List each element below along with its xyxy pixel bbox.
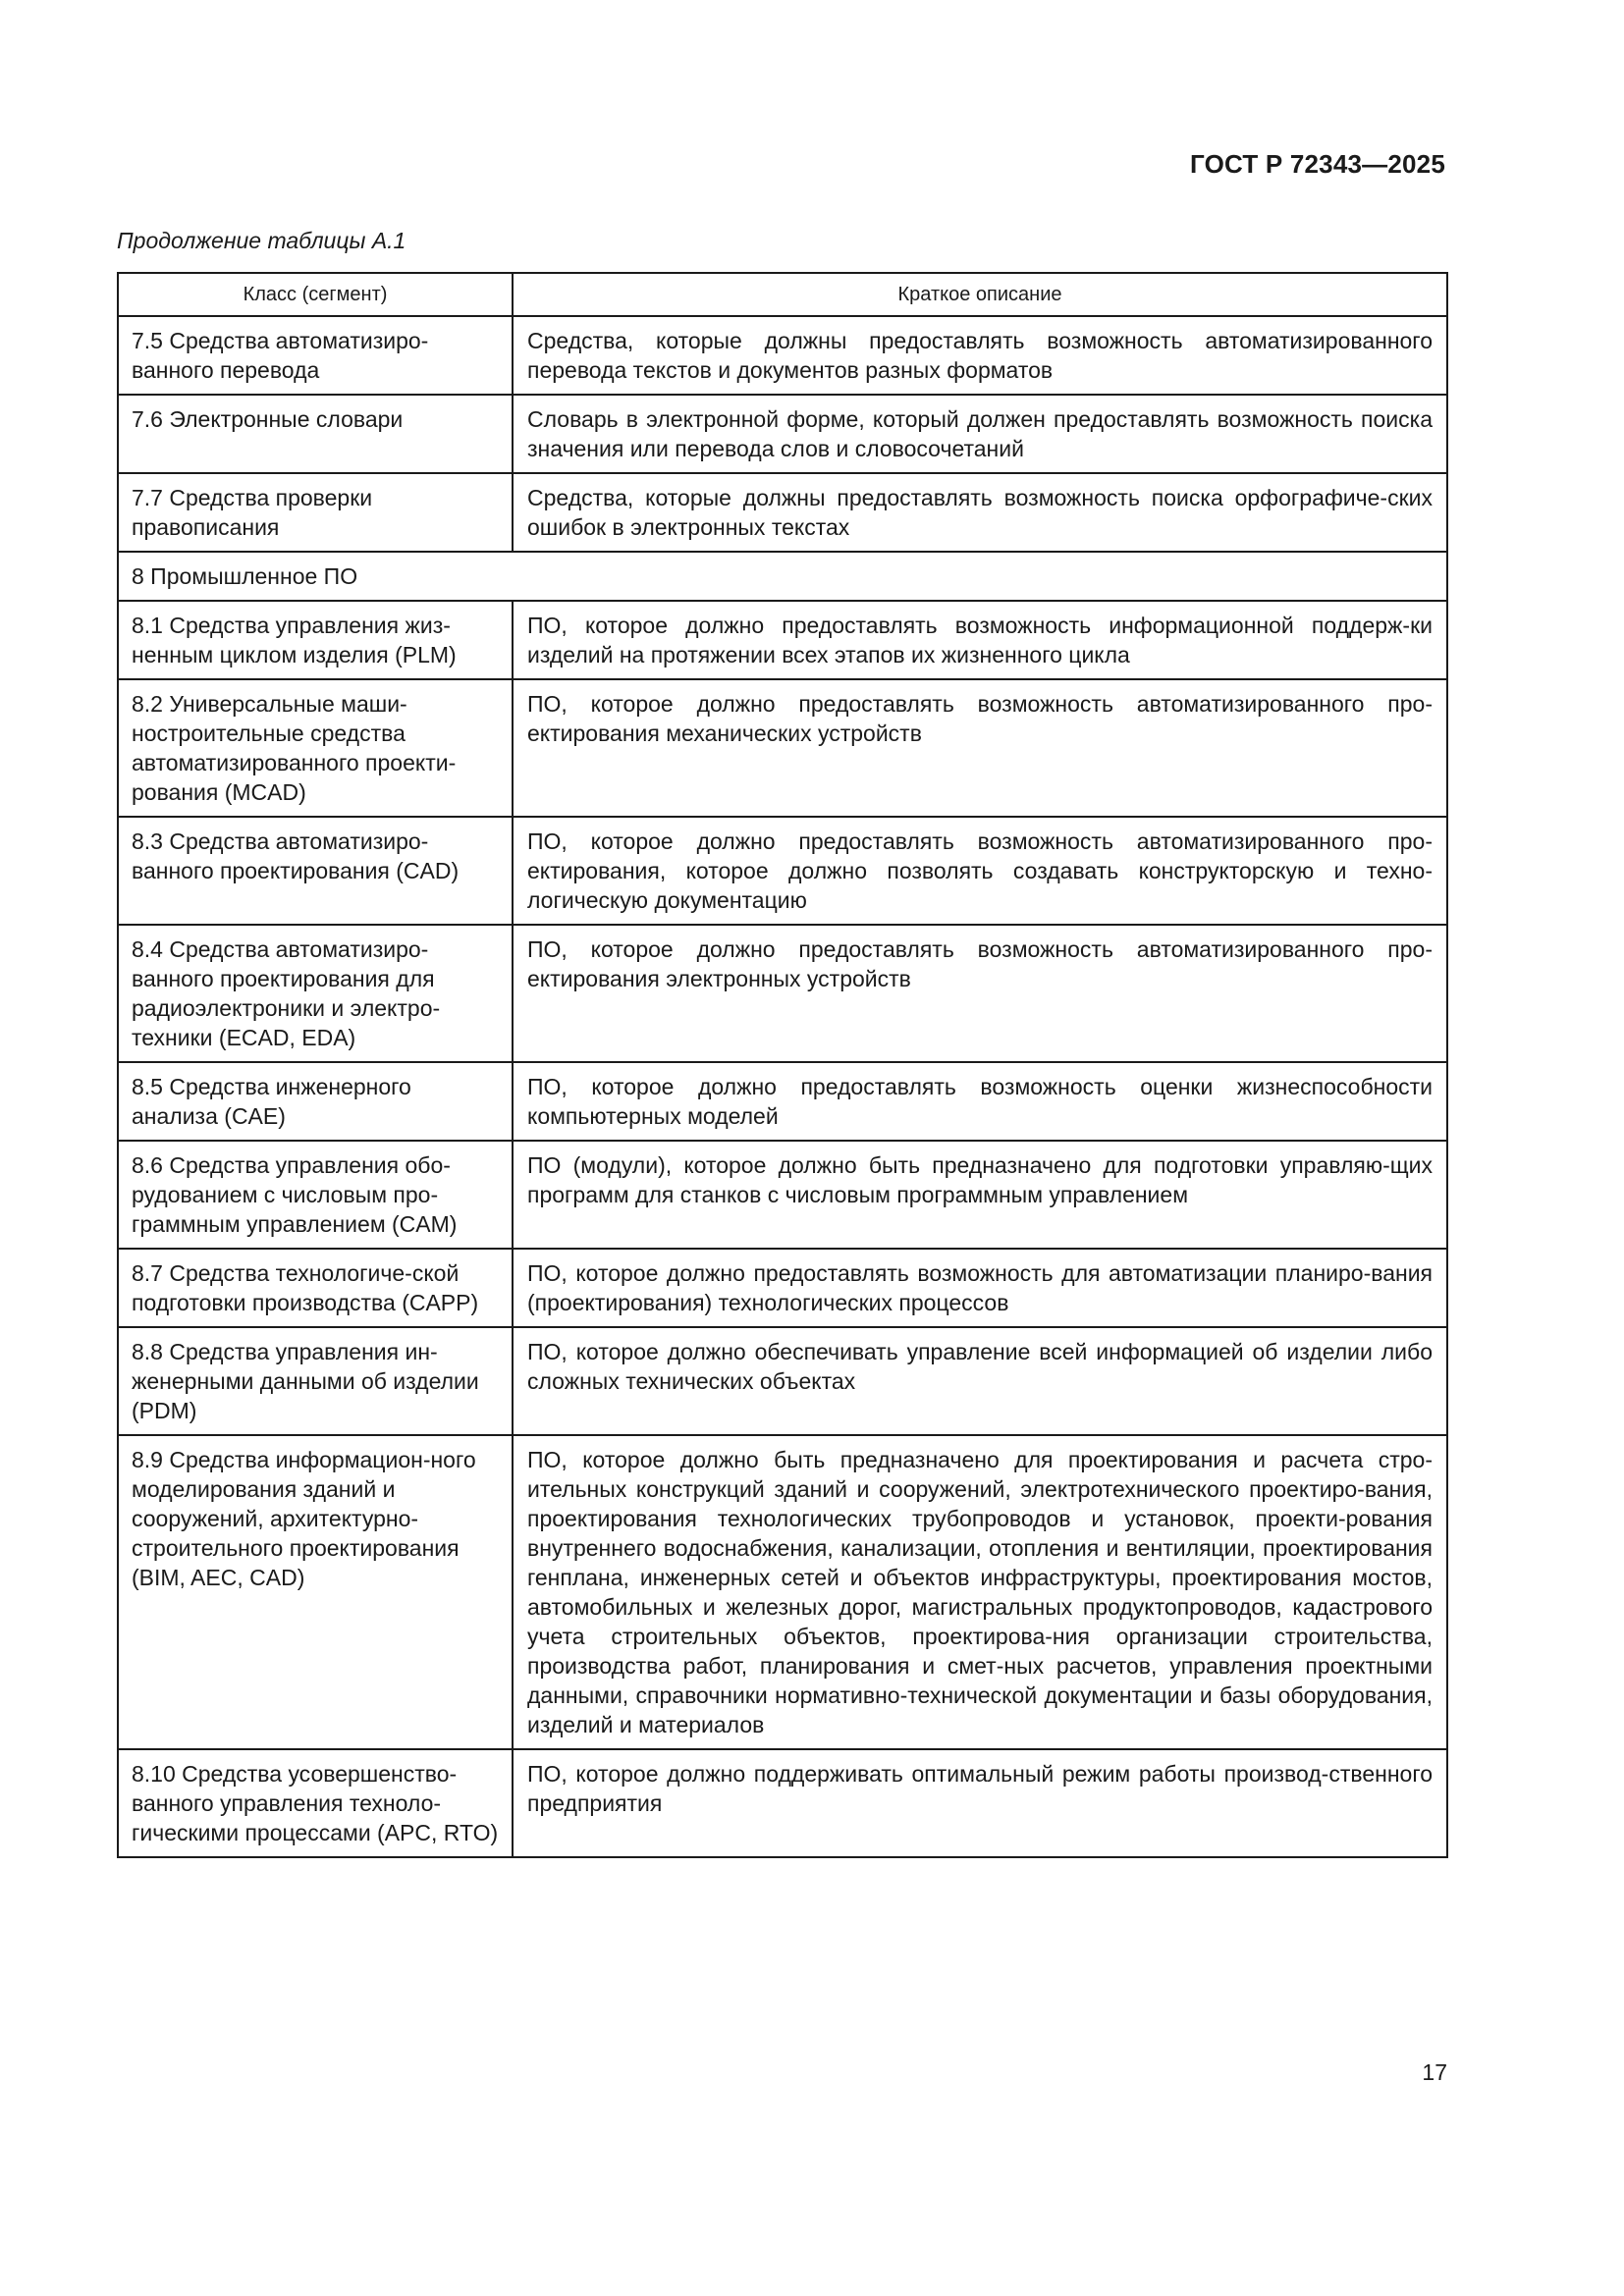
table-caption: Продолжение таблицы А.1: [117, 228, 406, 253]
description-cell: ПО, которое должно предоставлять возможность автоматизированного про-ектирования механических устройств: [513, 679, 1447, 817]
table-row: [118, 679, 1447, 817]
class-cell: 8.7 Средства технологиче-ской подготовки производства (CAPP): [118, 1249, 513, 1327]
class-cell: 8.6 Средства управления обо-рудованием с числовым про-граммным управлением (CAM): [118, 1141, 513, 1249]
class-cell: 8.5 Средства инженерного анализа (CAE): [118, 1062, 513, 1141]
table-row: [118, 1327, 1447, 1435]
table-row: [118, 1435, 1447, 1749]
description-cell: ПО, которое должно предоставлять возможность информационной поддерж-ки изделий на протяжении всех этапов их жизненного цикла: [513, 601, 1447, 679]
class-cell: 8.1 Средства управления жиз-ненным циклом изделия (PLM): [118, 601, 513, 679]
class-cell: 8.8 Средства управления ин-женерными данными об изделии (PDM): [118, 1327, 513, 1435]
page-number: 17: [1422, 2059, 1447, 2085]
table-row: [118, 473, 1447, 552]
class-cell: 8.9 Средства информацион-ного моделирования зданий и сооружений, архитектурно-строительного проектирования (BIM, AEC, CAD): [118, 1435, 513, 1749]
table-section-row: [118, 552, 1447, 601]
description-cell: ПО, которое должно предоставлять возможность автоматизированного про-ектирования, которое должно позволять создавать конструкторскую и техно-логическую документацию: [513, 817, 1447, 925]
table-row: [118, 925, 1447, 1062]
table-header-row: [118, 273, 1447, 316]
table-row: [118, 395, 1447, 473]
class-cell: 8.4 Средства автоматизиро-ванного проектирования для радиоэлектроники и электро-техники (ECAD, EDA): [118, 925, 513, 1062]
description-cell: ПО, которое должно быть предназначено для проектирования и расчета стро-ительных конструкций зданий и сооружений, электротехнического проектиро-вания, проектирования технологических трубопроводов и установок, проекти-рования внутреннего водоснабжения, канализации, отопления и вентиляции, проектирования генплана, инженерных сетей и объектов инфраструктуры, проектирования мостов, автомобильных и железных дорог, магистральных продуктопроводов, кадастрового учета строительных объектов, проектирова-ния организации строительства, производства работ, планирования и смет-ных расчетов, управления проектными данными, справочники нормативно-технической документации и базы оборудования, изделий и материалов: [513, 1435, 1447, 1749]
table-body: [118, 316, 1447, 1857]
description-cell: ПО, которое должно обеспечивать управление всей информацией об изделии либо сложных технических объектах: [513, 1327, 1447, 1435]
table-row: [118, 817, 1447, 925]
table-row: [118, 1062, 1447, 1141]
section-heading: 8 Промышленное ПО: [118, 552, 1447, 601]
description-cell: ПО, которое должно предоставлять возможность для автоматизации планиро-вания (проектирования) технологических процессов: [513, 1249, 1447, 1327]
description-cell: Средства, которые должны предоставлять возможность поиска орфографиче-ских ошибок в электронных текстах: [513, 473, 1447, 552]
description-cell: ПО, которое должно поддерживать оптимальный режим работы производ-ственного предприятия: [513, 1749, 1447, 1857]
description-cell: Средства, которые должны предоставлять возможность автоматизированного перевода текстов и документов разных форматов: [513, 316, 1447, 395]
class-cell: 7.7 Средства проверки правописания: [118, 473, 513, 552]
description-cell: Словарь в электронной форме, который должен предоставлять возможность поиска значения или перевода слов и словосочетаний: [513, 395, 1447, 473]
table-row: [118, 601, 1447, 679]
table-row: [118, 316, 1447, 395]
table-row: [118, 1141, 1447, 1249]
table-row: [118, 1749, 1447, 1857]
class-cell: 8.2 Универсальные маши-ностроительные средства автоматизированного проекти-рования (MCAD): [118, 679, 513, 817]
class-cell: 8.10 Средства усовершенство-ванного управления техноло-гическими процессами (APC, RTO): [118, 1749, 513, 1857]
document-code: ГОСТ Р 72343—2025: [1190, 149, 1445, 179]
table-row: [118, 1249, 1447, 1327]
classification-table: [117, 272, 1448, 1858]
description-cell: ПО, которое должно предоставлять возможность оценки жизнеспособности компьютерных моделей: [513, 1062, 1447, 1141]
class-cell: 7.6 Электронные словари: [118, 395, 513, 473]
description-cell: ПО (модули), которое должно быть предназначено для подготовки управляю-щих программ для станков с числовым программным управлением: [513, 1141, 1447, 1249]
class-cell: 8.3 Средства автоматизиро-ванного проектирования (CAD): [118, 817, 513, 925]
class-cell: 7.5 Средства автоматизиро-ванного перевода: [118, 316, 513, 395]
column-header-description: Краткое описание: [513, 273, 1447, 316]
column-header-class: Класс (сегмент): [118, 273, 513, 316]
description-cell: ПО, которое должно предоставлять возможность автоматизированного про-ектирования электронных устройств: [513, 925, 1447, 1062]
